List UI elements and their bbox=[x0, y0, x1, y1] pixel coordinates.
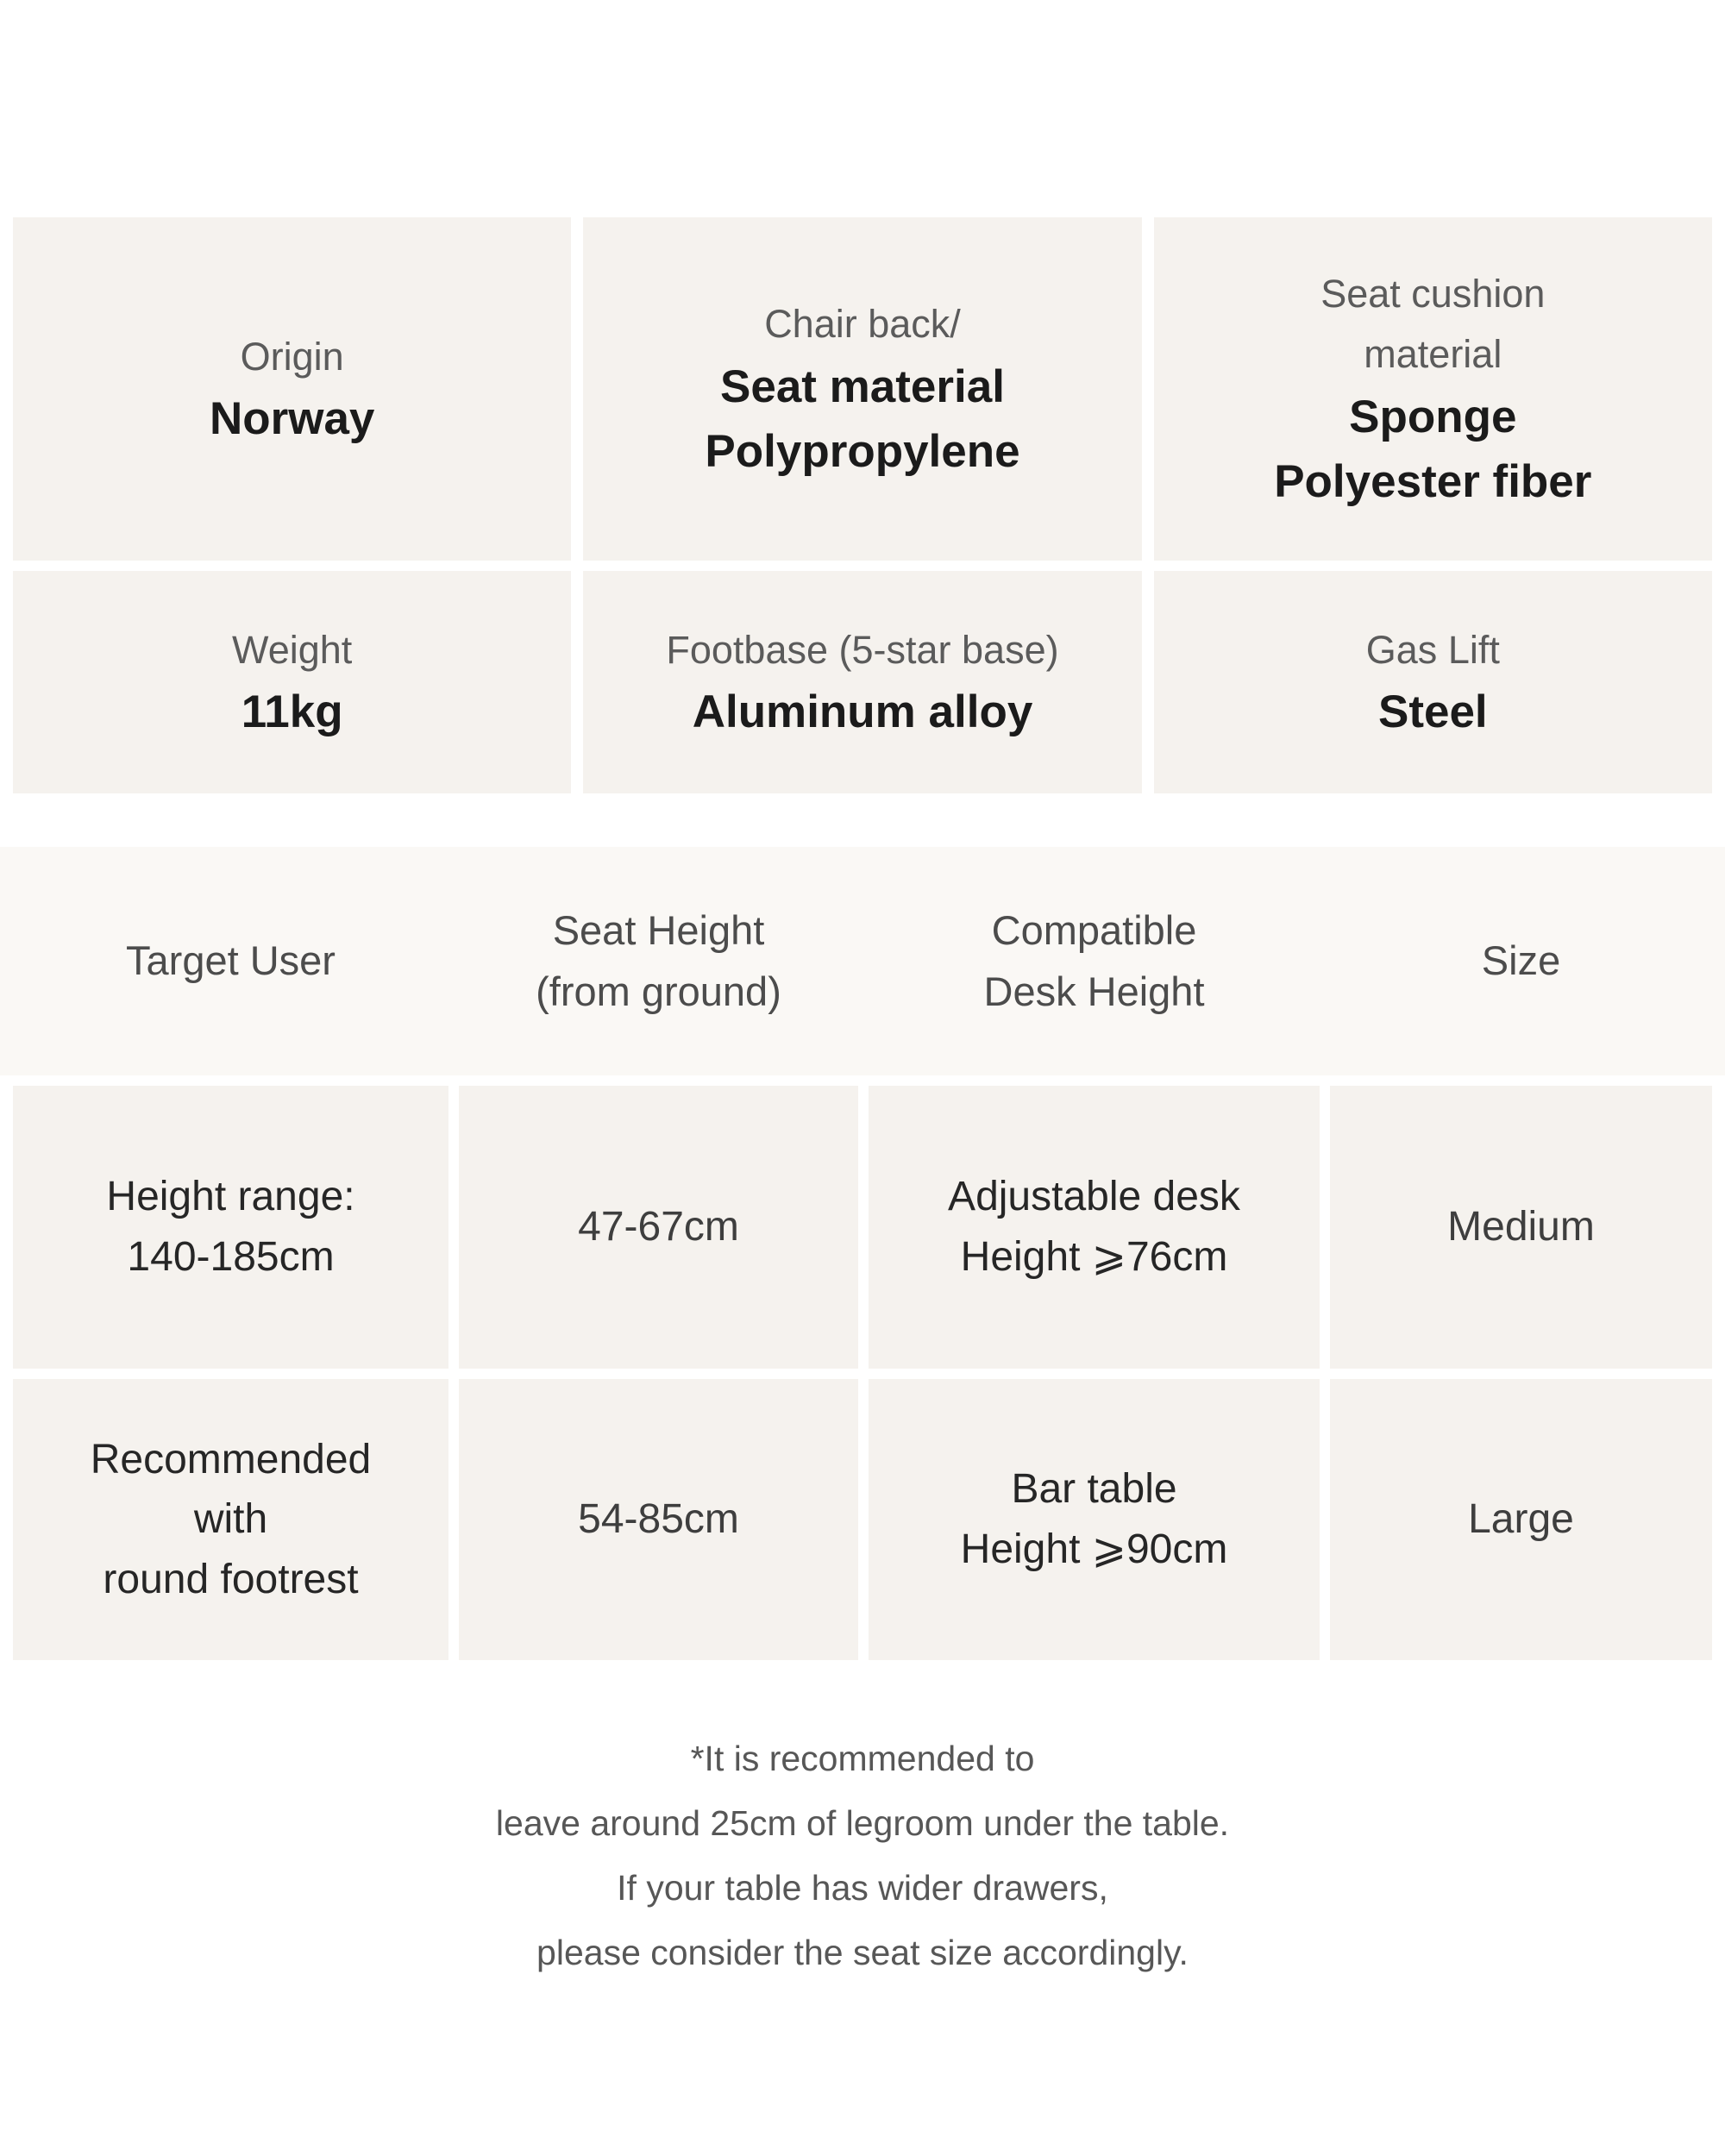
header-target-user bbox=[13, 931, 448, 992]
spec-label-footbase bbox=[666, 620, 1058, 680]
footnote-line: *It is recommended to bbox=[690, 1739, 1035, 1778]
size-table-body bbox=[13, 1086, 1712, 1660]
cell-row1-size bbox=[1330, 1086, 1712, 1369]
spec-value-seat-material bbox=[705, 354, 1019, 485]
value-line: Norway bbox=[209, 393, 375, 445]
cell-line: Medium bbox=[1447, 1204, 1595, 1250]
spec-cell-cushion-material bbox=[1154, 217, 1712, 561]
spec-grid bbox=[13, 217, 1712, 793]
header-size bbox=[1330, 931, 1712, 992]
cell-line: Bar table bbox=[1011, 1466, 1177, 1513]
header-line: Target User bbox=[126, 937, 336, 984]
footnote-line: leave around 25cm of legroom under the table. bbox=[495, 1803, 1230, 1843]
cell-line: Recommended bbox=[90, 1436, 372, 1482]
spec-label-cushion-material bbox=[1320, 264, 1545, 385]
spec-label-gas-lift bbox=[1366, 620, 1500, 680]
label-line: Weight bbox=[232, 627, 353, 672]
label-line: Footbase (5-star base) bbox=[666, 627, 1059, 672]
cell-row2-desk-height bbox=[869, 1379, 1320, 1660]
cell-line: 140-185cm bbox=[127, 1234, 335, 1280]
cell-row1-target-user bbox=[13, 1086, 448, 1369]
cell-row1-seat-height bbox=[459, 1086, 858, 1369]
label-line: material bbox=[1364, 331, 1502, 376]
cell-line: 54-85cm bbox=[578, 1496, 739, 1543]
value-line: Aluminum alloy bbox=[692, 686, 1033, 738]
spec-cell-gas-lift bbox=[1154, 571, 1712, 793]
header-seat-height bbox=[459, 900, 858, 1022]
value-line: Polypropylene bbox=[705, 425, 1020, 477]
header-line: Compatible bbox=[991, 907, 1197, 953]
footnote-line: If your table has wider drawers, bbox=[617, 1868, 1108, 1908]
spec-cell-footbase bbox=[583, 571, 1141, 793]
cell-row2-seat-height bbox=[459, 1379, 858, 1660]
header-line: (from ground) bbox=[536, 968, 781, 1014]
label-line: Chair back/ bbox=[764, 301, 961, 346]
spec-value-gas-lift bbox=[1378, 680, 1488, 744]
label-line: Origin bbox=[240, 334, 344, 379]
header-desk-height bbox=[869, 900, 1320, 1022]
size-table-header bbox=[0, 847, 1725, 1075]
value-line: 11kg bbox=[241, 686, 343, 738]
spec-label-origin bbox=[241, 327, 344, 387]
value-line: Seat material bbox=[720, 360, 1005, 412]
spec-label-seat-material bbox=[764, 294, 961, 354]
footnote-line: please consider the seat size accordingly. bbox=[536, 1933, 1189, 1972]
spec-value-weight bbox=[242, 680, 343, 744]
cell-line: Height range: bbox=[106, 1174, 355, 1220]
value-line: Steel bbox=[1377, 686, 1488, 738]
cell-line: Height ⩾90cm bbox=[960, 1526, 1228, 1572]
spec-cell-seat-material bbox=[583, 217, 1141, 561]
cell-line: round footrest bbox=[103, 1556, 359, 1602]
cell-line: Height ⩾76cm bbox=[960, 1234, 1228, 1280]
spec-cell-origin bbox=[13, 217, 571, 561]
spec-value-cushion-material bbox=[1274, 385, 1591, 515]
value-line: Sponge bbox=[1349, 391, 1517, 442]
header-line: Seat Height bbox=[552, 907, 765, 953]
label-line: Gas Lift bbox=[1365, 627, 1500, 672]
footnote bbox=[0, 1727, 1725, 1985]
header-line: Size bbox=[1481, 937, 1561, 984]
cell-line: with bbox=[193, 1496, 268, 1543]
cell-line: 47-67cm bbox=[578, 1204, 739, 1250]
cell-row1-desk-height bbox=[869, 1086, 1320, 1369]
header-line: Desk Height bbox=[983, 968, 1205, 1014]
spec-value-origin bbox=[210, 386, 374, 451]
spec-value-footbase bbox=[693, 680, 1033, 744]
label-line: Seat cushion bbox=[1320, 272, 1546, 316]
spec-label-weight bbox=[232, 620, 352, 680]
cell-line: Large bbox=[1468, 1496, 1574, 1543]
cell-row2-size bbox=[1330, 1379, 1712, 1660]
spec-cell-weight bbox=[13, 571, 571, 793]
value-line: Polyester fiber bbox=[1274, 455, 1592, 507]
cell-line: Adjustable desk bbox=[948, 1174, 1240, 1220]
cell-row2-target-user bbox=[13, 1379, 448, 1660]
